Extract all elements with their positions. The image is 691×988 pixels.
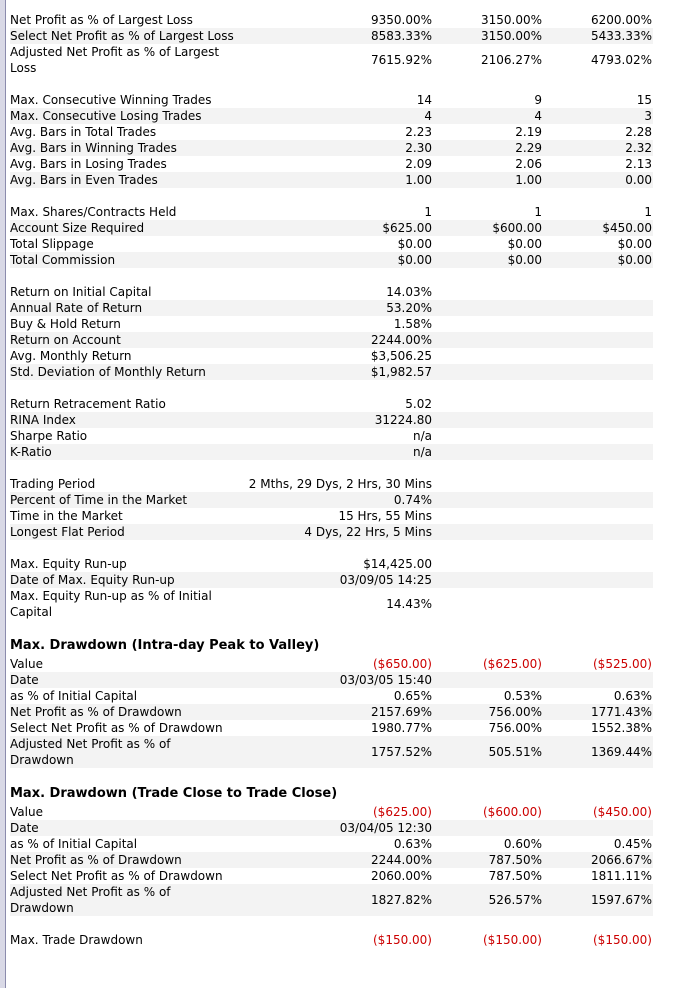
value-cell-3: 2.13 (625, 157, 652, 171)
table-row (10, 556, 653, 572)
value-cell-1: 14 (416, 93, 432, 107)
value-cell-1: 9350.00% (370, 13, 432, 27)
table-row (10, 704, 653, 720)
row-label: Select Net Profit as % of Drawdown (10, 869, 223, 883)
value-cell-3: 1811.11% (590, 869, 652, 883)
section-title: Max. Drawdown (Trade Close to Trade Close) (10, 786, 338, 801)
table-row (10, 656, 653, 672)
value-cell-2: $600.00 (492, 221, 542, 235)
table-row (10, 572, 653, 588)
value-cell-1: $1,982.57 (370, 365, 432, 379)
table-row (10, 220, 653, 236)
value-cell-1: $3,506.25 (370, 349, 432, 363)
value-cell-3: 3 (644, 109, 652, 123)
row-label: Time in the Market (10, 509, 123, 523)
value-cell-3: 6200.00% (590, 13, 652, 27)
value-cell-1: 2.09 (405, 157, 432, 171)
value-cell-2: 505.51% (488, 745, 542, 759)
table-row (10, 508, 653, 524)
row-label: Sharpe Ratio (10, 429, 88, 443)
table-row (10, 492, 653, 508)
row-label: Avg. Monthly Return (10, 349, 132, 363)
row-label: Adjusted Net Profit as % of Largest Loss (10, 45, 220, 75)
table-row (10, 428, 653, 444)
value-cell-1: ($650.00) (373, 657, 432, 671)
left-window-edge (0, 0, 6, 988)
value-cell-2: 1.00 (515, 173, 542, 187)
row-label: Max. Equity Run-up as % of Initial Capital (10, 589, 212, 619)
value-cell-1: n/a (412, 445, 432, 459)
value-cell-1: 03/04/05 12:30 (339, 821, 432, 835)
row-label: Annual Rate of Return (10, 301, 143, 315)
row-label: Buy & Hold Return (10, 317, 121, 331)
row-label: K-Ratio (10, 445, 52, 459)
value-cell-3: 5433.33% (590, 29, 652, 43)
value-cell-1: $0.00 (397, 253, 432, 267)
section-spacer (10, 540, 653, 556)
value-cell-1: ($150.00) (373, 933, 432, 947)
table-row (10, 140, 653, 156)
value-cell-1: 8583.33% (370, 29, 432, 43)
value-cell-2: 2.19 (515, 125, 542, 139)
value-cell-3: 2.32 (625, 141, 652, 155)
value-cell-1: 5.02 (405, 397, 432, 411)
value-cell-2: $0.00 (507, 237, 542, 251)
performance-report-table (10, 12, 653, 948)
table-row (10, 932, 653, 948)
row-label: Select Net Profit as % of Drawdown (10, 721, 223, 735)
section-spacer (10, 916, 653, 932)
value-cell-3: ($450.00) (593, 805, 652, 819)
section-spacer (10, 268, 653, 284)
table-row (10, 836, 653, 852)
value-cell-3: 2.28 (625, 125, 652, 139)
value-cell-2: 9 (534, 93, 542, 107)
value-cell-2: ($150.00) (483, 933, 542, 947)
section-spacer (10, 76, 653, 92)
table-row (10, 204, 653, 220)
table-row (10, 300, 653, 316)
value-cell-2: 4 (534, 109, 542, 123)
value-cell-1: 31224.80 (374, 413, 432, 427)
value-cell-3: $0.00 (617, 253, 652, 267)
value-cell-1: 1980.77% (370, 721, 432, 735)
row-label: Return Retracement Ratio (10, 397, 166, 411)
value-cell-3: ($525.00) (593, 657, 652, 671)
section-spacer (10, 460, 653, 476)
row-label: Net Profit as % of Drawdown (10, 853, 182, 867)
value-cell-1: 2244.00% (370, 333, 432, 347)
row-label: Total Slippage (10, 237, 94, 251)
row-label: Value (10, 805, 43, 819)
value-cell-3: 1552.38% (590, 721, 652, 735)
value-cell-3: 1369.44% (590, 745, 652, 759)
table-row (10, 92, 653, 108)
value-cell-2: $0.00 (507, 253, 542, 267)
table-row (10, 396, 653, 412)
row-label: Return on Account (10, 333, 121, 347)
value-cell-1: 2244.00% (370, 853, 432, 867)
value-cell-3: 4793.02% (590, 53, 652, 67)
value-cell-2: 787.50% (488, 853, 542, 867)
value-cell-3: 0.00 (625, 173, 652, 187)
table-row (10, 588, 653, 620)
value-cell-1: 0.63% (393, 837, 432, 851)
value-cell-1: ($625.00) (373, 805, 432, 819)
value-cell-2: 756.00% (488, 705, 542, 719)
table-row (10, 524, 653, 540)
value-cell-2: 1 (534, 205, 542, 219)
row-label: Return on Initial Capital (10, 285, 152, 299)
row-label: RINA Index (10, 413, 76, 427)
row-label: Avg. Bars in Losing Trades (10, 157, 167, 171)
value-cell-1: 03/09/05 14:25 (339, 573, 432, 587)
row-label: Select Net Profit as % of Largest Loss (10, 29, 234, 43)
value-cell-1: 1757.52% (370, 745, 432, 759)
table-row (10, 672, 653, 688)
value-cell-3: $450.00 (602, 221, 652, 235)
row-label: Avg. Bars in Even Trades (10, 173, 158, 187)
table-row (10, 820, 653, 836)
section-title: Max. Drawdown (Intra-day Peak to Valley) (10, 638, 320, 653)
row-label: Longest Flat Period (10, 525, 125, 539)
value-cell-1: 0.65% (393, 689, 432, 703)
value-cell-1: 4 (424, 109, 432, 123)
row-label: Avg. Bars in Winning Trades (10, 141, 177, 155)
table-row (10, 316, 653, 332)
value-cell-1: 1827.82% (370, 893, 432, 907)
row-label: Std. Deviation of Monthly Return (10, 365, 206, 379)
value-cell-2: 0.60% (503, 837, 542, 851)
value-cell-1: 0.74% (393, 493, 432, 507)
value-cell-1: 14.03% (386, 285, 432, 299)
table-row (10, 444, 653, 460)
value-cell-3: ($150.00) (593, 933, 652, 947)
value-cell-1: 1.00 (405, 173, 432, 187)
value-cell-2: 2.29 (515, 141, 542, 155)
table-row (10, 720, 653, 736)
value-cell-2: 2106.27% (480, 53, 542, 67)
table-row (10, 124, 653, 140)
value-cell-3: 1597.67% (590, 893, 652, 907)
value-cell-2: 756.00% (488, 721, 542, 735)
value-cell-1: 14.43% (386, 597, 432, 611)
value-cell-2: 3150.00% (480, 29, 542, 43)
table-row (10, 412, 653, 428)
value-cell-3: 1 (644, 205, 652, 219)
value-cell-2: 526.57% (488, 893, 542, 907)
table-row (10, 172, 653, 188)
table-row (10, 736, 653, 768)
row-label: Adjusted Net Profit as % of Drawdown (10, 737, 171, 767)
value-cell-3: 15 (636, 93, 652, 107)
value-cell-1: 15 Hrs, 55 Mins (338, 509, 432, 523)
table-row (10, 252, 653, 268)
row-label: Net Profit as % of Largest Loss (10, 13, 193, 27)
value-cell-2: 0.53% (503, 689, 542, 703)
table-row (10, 236, 653, 252)
table-row (10, 108, 653, 124)
value-cell-1: 1.58% (393, 317, 432, 331)
value-cell-1: 2.23 (405, 125, 432, 139)
row-label: Date of Max. Equity Run-up (10, 573, 175, 587)
value-cell-1: 4 Dys, 22 Hrs, 5 Mins (304, 525, 432, 539)
value-cell-3: 1771.43% (590, 705, 652, 719)
row-label: Max. Trade Drawdown (10, 933, 143, 947)
row-label: as % of Initial Capital (10, 689, 138, 703)
table-row (10, 284, 653, 300)
table-row (10, 28, 653, 44)
row-label: Date (10, 673, 39, 687)
value-cell-1: 2.30 (405, 141, 432, 155)
row-label: Max. Shares/Contracts Held (10, 205, 177, 219)
section-spacer (10, 620, 653, 636)
table-row (10, 348, 653, 364)
row-label: Trading Period (10, 477, 96, 491)
row-label: Avg. Bars in Total Trades (10, 125, 157, 139)
value-cell-3: $0.00 (617, 237, 652, 251)
value-cell-3: 2066.67% (590, 853, 652, 867)
value-cell-2: ($625.00) (483, 657, 542, 671)
section-spacer (10, 188, 653, 204)
value-cell-1: 2060.00% (370, 869, 432, 883)
table-row (10, 476, 653, 492)
table-row (10, 364, 653, 380)
table-row (10, 804, 653, 820)
table-row (10, 156, 653, 172)
row-label: Adjusted Net Profit as % of Drawdown (10, 885, 171, 915)
value-cell-1: 53.20% (386, 301, 432, 315)
row-label: Percent of Time in the Market (10, 493, 188, 507)
row-label: as % of Initial Capital (10, 837, 138, 851)
row-label: Value (10, 657, 43, 671)
value-cell-1: $0.00 (397, 237, 432, 251)
table-row (10, 688, 653, 704)
value-cell-1: 2157.69% (370, 705, 432, 719)
value-cell-1: $14,425.00 (363, 557, 432, 571)
row-label: Max. Equity Run-up (10, 557, 127, 571)
table-row (10, 852, 653, 868)
row-label: Date (10, 821, 39, 835)
row-label: Max. Consecutive Winning Trades (10, 93, 212, 107)
table-row (10, 884, 653, 916)
value-cell-1: n/a (412, 429, 432, 443)
value-cell-2: ($600.00) (483, 805, 542, 819)
value-cell-3: 0.63% (613, 689, 652, 703)
table-row (10, 332, 653, 348)
row-label: Net Profit as % of Drawdown (10, 705, 182, 719)
table-row (10, 44, 653, 76)
row-label: Total Commission (10, 253, 116, 267)
value-cell-1: 2 Mths, 29 Dys, 2 Hrs, 30 Mins (248, 477, 432, 491)
row-label: Max. Consecutive Losing Trades (10, 109, 202, 123)
value-cell-1: 7615.92% (370, 53, 432, 67)
value-cell-3: 0.45% (613, 837, 652, 851)
section-spacer (10, 768, 653, 784)
value-cell-2: 3150.00% (480, 13, 542, 27)
value-cell-2: 787.50% (488, 869, 542, 883)
value-cell-1: 03/03/05 15:40 (339, 673, 432, 687)
value-cell-2: 2.06 (515, 157, 542, 171)
table-row (10, 868, 653, 884)
section-spacer (10, 380, 653, 396)
row-label: Account Size Required (10, 221, 145, 235)
table-row (10, 12, 653, 28)
value-cell-1: 1 (424, 205, 432, 219)
value-cell-1: $625.00 (382, 221, 432, 235)
